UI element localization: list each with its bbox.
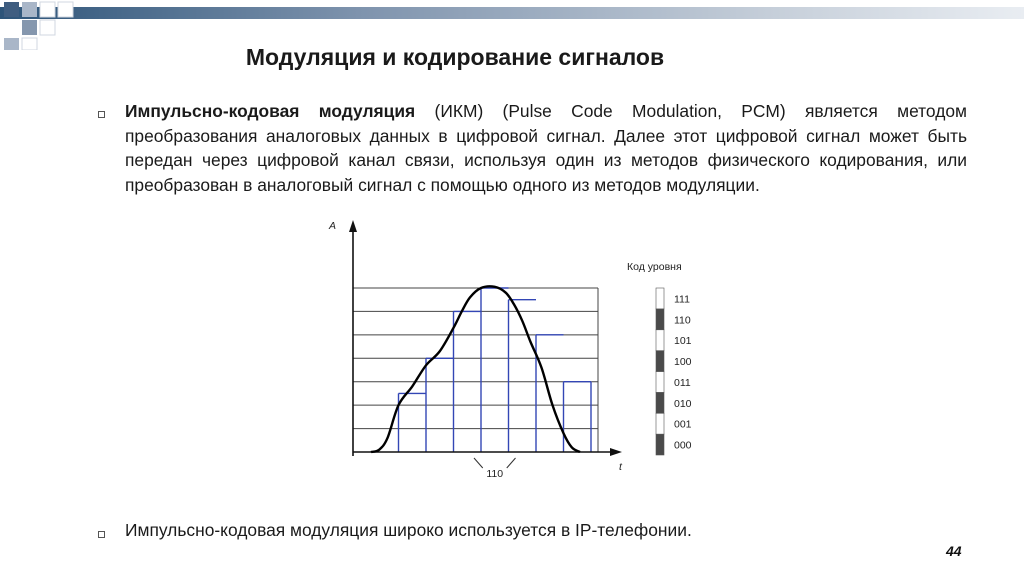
level-code-label: 011 — [674, 376, 691, 389]
annotation-pointer — [507, 458, 516, 468]
level-code-label: 000 — [674, 439, 692, 452]
level-code-label: 101 — [674, 335, 692, 348]
level-code-label: 001 — [674, 418, 692, 431]
annotation-pointer — [474, 458, 483, 468]
x-axis-label: t — [619, 461, 622, 473]
level-segment — [656, 309, 664, 330]
slide-title: Модуляция и кодирование сигналов — [245, 44, 665, 70]
level-segment — [656, 392, 664, 413]
level-legend-title: Код уровня — [627, 261, 682, 273]
level-code-label: 111 — [674, 293, 690, 306]
y-axis-label: A — [329, 220, 337, 232]
level-segment — [656, 372, 664, 393]
level-segment — [656, 351, 664, 372]
paragraph-text: (ИКМ) (Pulse Code Modulation, PCM) является методом преобразования аналоговых данных в цифровой сигнал. Далее этот цифровой сигнал может быть передан через цифровой канал связи, используя один из методов физического кодирования, или преобразован в аналоговый сигнал с помощью одного из методов модуляции. — [125, 101, 967, 195]
y-axis-arrow — [349, 220, 357, 232]
paragraph-bold-term: Импульсно-кодовая модуляция — [125, 101, 416, 121]
annotation-label: 110 — [486, 468, 504, 480]
level-segment — [656, 288, 664, 309]
bottom-bullet-text: Импульсно-кодовая модуляция широко используется в IP-телефонии. — [125, 520, 692, 540]
level-code-label: 110 — [674, 314, 691, 327]
page-number: 44 — [946, 543, 962, 559]
level-segment — [656, 434, 664, 455]
level-code-label: 100 — [674, 356, 692, 369]
x-axis-arrow — [610, 448, 622, 456]
level-segment — [656, 413, 664, 434]
level-code-label: 010 — [674, 397, 692, 410]
bullet-icon — [98, 531, 105, 538]
level-segment — [656, 330, 664, 351]
